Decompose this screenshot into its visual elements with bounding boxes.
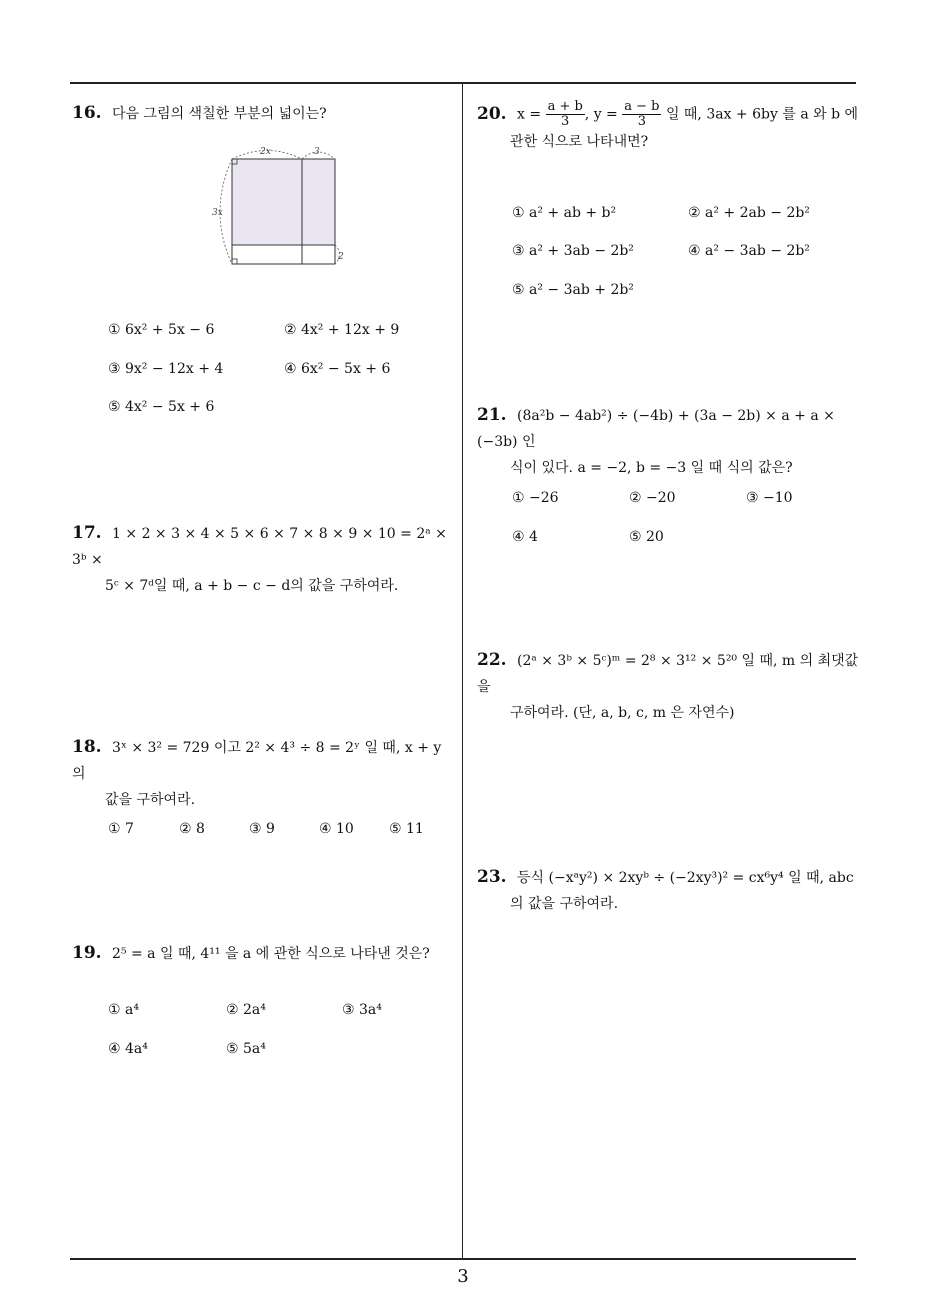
y-equals: , y = <box>584 106 618 123</box>
option-5[interactable]: ⑤ 4x² − 5x + 6 <box>108 399 215 415</box>
question-text-line1: 등식 (−xᵃy²) × 2xyᵇ ÷ (−2xy³)² = cx⁶y⁴ 일 때, abc <box>517 870 854 886</box>
question-text-line1: (8a²b − 4ab²) ÷ (−4b) + (3a − 2b) × a + a × (−3b) 인 <box>477 408 835 450</box>
question-text-line2: 5ᶜ × 7ᵈ일 때, a + b − c − d의 값을 구하여라. <box>105 578 399 594</box>
option-3[interactable]: ③ 9x² − 12x + 4 <box>108 361 224 377</box>
bottom-strip <box>232 245 335 264</box>
label-top-left: 2x <box>260 147 271 157</box>
shaded-region <box>232 159 335 245</box>
bottom-rule <box>70 1258 856 1260</box>
option-3[interactable]: ③ −10 <box>746 490 793 506</box>
denominator: 3 <box>561 114 570 129</box>
fraction-a-minus-b <box>622 100 661 129</box>
option-5[interactable]: ⑤ a² − 3ab + 2b² <box>512 282 634 298</box>
question-number: 21. <box>477 405 507 425</box>
question-number: 16. <box>72 103 102 123</box>
question-number: 22. <box>477 650 507 670</box>
denominator: 3 <box>637 114 646 129</box>
question-18 <box>72 734 457 813</box>
question-number: 19. <box>72 943 102 963</box>
option-4[interactable]: ④ 4 <box>512 529 538 545</box>
option-1[interactable]: ① 7 <box>108 821 134 837</box>
label-left: 3x <box>212 208 223 218</box>
option-4[interactable]: ④ 10 <box>319 821 354 837</box>
numerator: a − b <box>624 99 660 114</box>
question-text-line2: 값을 구하여라. <box>105 792 196 808</box>
question-20 <box>477 100 862 155</box>
label-top-right: 3 <box>314 147 320 157</box>
option-3[interactable]: ③ 9 <box>249 821 275 837</box>
numerator: a + b <box>547 99 583 114</box>
area-figure <box>210 142 350 267</box>
question-17 <box>72 520 457 599</box>
option-2[interactable]: ② 4x² + 12x + 9 <box>284 322 400 338</box>
option-2[interactable]: ② a² + 2ab − 2b² <box>688 205 810 221</box>
option-5[interactable]: ⑤ 5a⁴ <box>226 1041 266 1057</box>
question-text-tail: 일 때, 3ax + 6by 를 a 와 b 에 <box>665 106 859 123</box>
top-rule <box>70 82 856 84</box>
x-equals: x = <box>517 106 542 123</box>
option-1[interactable]: ① 6x² + 5x − 6 <box>108 322 215 338</box>
question-16 <box>72 100 452 127</box>
option-1[interactable]: ① −26 <box>512 490 559 506</box>
option-4[interactable]: ④ 4a⁴ <box>108 1041 148 1057</box>
question-text-line1: (2ᵃ × 3ᵇ × 5ᶜ)ᵐ = 2⁸ × 3¹² × 5²⁰ 일 때, m 의 최댓값을 <box>477 653 859 695</box>
question-text-line2: 구하여라. (단, a, b, c, m 은 자연수) <box>510 705 735 721</box>
question-text-line2: 의 값을 구하여라. <box>510 896 619 912</box>
question-number: 17. <box>72 523 102 543</box>
question-text-line2: 식이 있다. a = −2, b = −3 일 때 식의 값은? <box>510 460 793 476</box>
question-text: 2⁵ = a 일 때, 4¹¹ 을 a 에 관한 식으로 나타낸 것은? <box>112 946 430 962</box>
option-2[interactable]: ② 8 <box>179 821 205 837</box>
question-number: 20. <box>477 103 507 124</box>
option-2[interactable]: ② −20 <box>629 490 676 506</box>
option-1[interactable]: ① a² + ab + b² <box>512 205 617 221</box>
column-divider <box>462 83 463 1259</box>
question-number: 23. <box>477 867 507 887</box>
question-text-line1: 3ˣ × 3² = 729 이고 2² × 4³ ÷ 8 = 2ʸ 일 때, x + y 의 <box>72 740 442 782</box>
option-3[interactable]: ③ a² + 3ab − 2b² <box>512 243 634 259</box>
option-3[interactable]: ③ 3a⁴ <box>342 1002 382 1018</box>
question-number: 18. <box>72 737 102 757</box>
fraction-a-plus-b <box>546 100 585 129</box>
option-5[interactable]: ⑤ 20 <box>629 529 664 545</box>
question-text: 다음 그림의 색칠한 부분의 넓이는? <box>112 106 327 122</box>
question-text-line1: 1 × 2 × 3 × 4 × 5 × 6 × 7 × 8 × 9 × 10 = 2ᵃ × 3ᵇ × <box>72 526 447 568</box>
option-4[interactable]: ④ 6x² − 5x + 6 <box>284 361 391 377</box>
question-text-line2: 관한 식으로 나타내면? <box>510 134 649 150</box>
option-1[interactable]: ① a⁴ <box>108 1002 139 1018</box>
page-number: 3 <box>457 1266 469 1287</box>
option-5[interactable]: ⑤ 11 <box>389 821 424 837</box>
question-23 <box>477 864 862 917</box>
question-19 <box>72 940 457 967</box>
label-right: 2 <box>338 252 344 262</box>
option-4[interactable]: ④ a² − 3ab − 2b² <box>688 243 810 259</box>
option-2[interactable]: ② 2a⁴ <box>226 1002 266 1018</box>
question-21 <box>477 402 862 481</box>
question-22 <box>477 647 862 726</box>
